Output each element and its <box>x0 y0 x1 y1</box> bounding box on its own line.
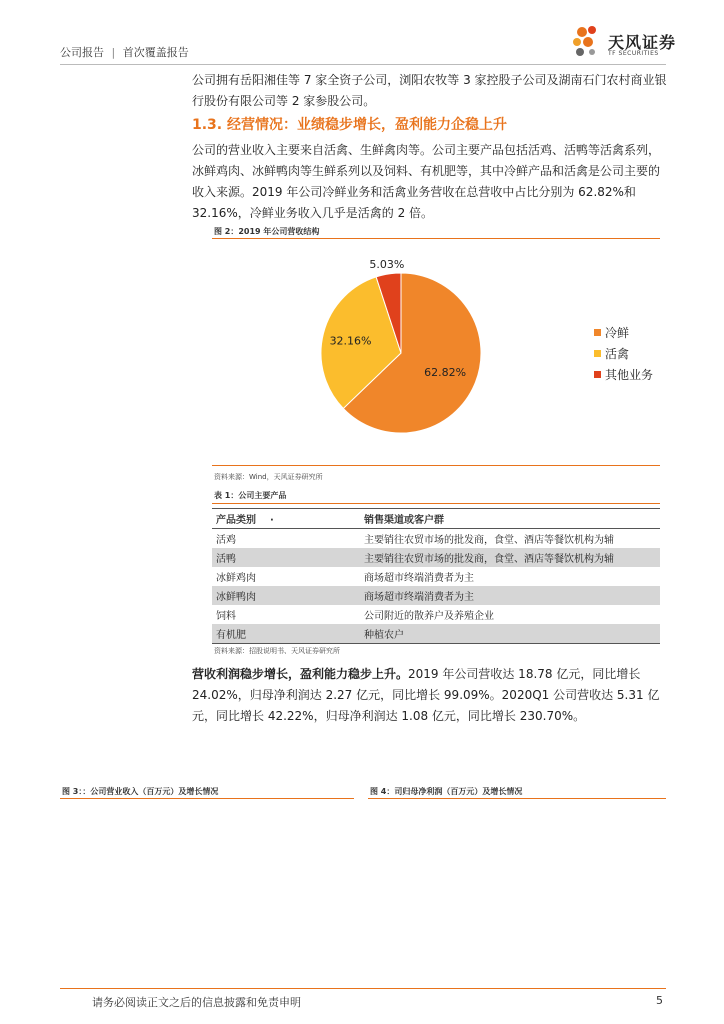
table-cell: 冰鲜鸡肉 <box>216 573 256 584</box>
table-cell: 主要销往农贸市场的批发商，食堂、酒店等餐饮机构为辅 <box>364 535 614 546</box>
body-text: 公司主要产品包括活鸡、活鸭等活禽系列，冰鲜鸡肉、冰鲜鸭肉等生鲜系列以及饲料、有机肥等，其中冷鲜产品和活禽是公司主要的收入来源。2019 年公司冷鲜业务和活禽业务营收在总营收中占比分别为 62.82%和 32.16%，冷鲜业务收入几乎是活禽的 2 倍。 <box>192 143 661 220</box>
table-cell: 公司附近的散养户及养殖企业 <box>364 611 494 622</box>
section-title: 1.3. 经营情况：业绩稳步增长，盈利能力企稳上升 <box>192 117 507 133</box>
legend-swatch-cold-fresh <box>594 329 601 336</box>
page-number: 5 <box>656 994 663 1007</box>
table1-source: 资料来源：招股说明书、天风证券研究所 <box>214 647 340 655</box>
figure3-top-rule <box>60 798 354 799</box>
footer-disclaimer[interactable]: 请务必阅读正文之后的信息披露和免责申明 <box>92 996 301 1009</box>
products-table <box>212 508 660 644</box>
table-row <box>212 548 660 567</box>
table-header-cell: 产品类别 · <box>216 515 274 526</box>
logo-text-cn: 天风证券 <box>608 33 677 52</box>
header-separator: | <box>111 46 116 59</box>
growth-lead: 营收利润稳步增长，盈利能力稳步上升。 <box>192 667 409 681</box>
table-cell: 活鸭 <box>212 548 360 567</box>
body-paragraph <box>192 140 668 224</box>
legend-item-live-poultry <box>594 345 629 362</box>
table-cell: 商场超市终端消费者为主 <box>364 573 474 584</box>
legend-label: 其他业务 <box>605 368 654 382</box>
intro-paragraph: 公司拥有岳阳湘佳等 7 家全资子公司，浏阳农牧等 3 家控股子公司及湖南石门农村商业银行股份有限公司等 2 家参股公司。 <box>192 73 667 108</box>
body-lead: 公司的营业收入主要来自活禽、生鲜禽肉等。 <box>192 143 433 157</box>
flower-logo-icon <box>568 22 608 62</box>
table-cell: 种植农户 <box>360 624 660 644</box>
table-row <box>212 567 660 586</box>
table-cell: 冰鲜鸭肉 <box>212 586 360 605</box>
figure4-label: 图 4：司归母净利润（百万元）及增长情况 <box>370 787 523 796</box>
table-cell: 有机肥 <box>212 624 360 644</box>
table-cell: 活鸡 <box>216 535 236 546</box>
table-row <box>212 586 660 605</box>
legend-label: 活禽 <box>605 347 630 361</box>
figure2-source: 资料来源：Wind，天风证券研究所 <box>214 473 323 481</box>
pie-label-live-poultry: 32.16% <box>329 334 372 348</box>
table-cell: 商场超市终端消费者为主 <box>360 586 660 605</box>
pie-label-other: 5.03% <box>369 258 405 272</box>
legend-item-cold-fresh <box>594 324 629 341</box>
legend-label: 冷鲜 <box>605 326 630 340</box>
figure2-bottom-rule <box>212 465 660 466</box>
figure4-top-rule <box>368 798 666 799</box>
growth-text: 2019 年公司营收达 18.78 亿元，同比增长 24.02%，归母净利润达 2.27 亿元，同比增长 99.09%。2020Q1 公司营收达 5.31 亿元，同比增长 42.22%，归母净利润达 1.08 亿元，同比增长 230.70%。 <box>192 667 660 723</box>
legend-swatch-other <box>594 371 601 378</box>
logo-text-en: TF SECURITIES <box>608 50 659 57</box>
legend-swatch-live-poultry <box>594 350 601 357</box>
company-logo <box>568 22 608 62</box>
pie-slices <box>321 273 481 433</box>
footer-divider <box>60 988 666 989</box>
header-divider <box>60 64 666 65</box>
pie-label-cold-fresh: 62.82% <box>424 365 467 379</box>
figure2-top-rule <box>212 238 660 239</box>
revenue-pie-chart <box>212 244 660 464</box>
table1-top-rule <box>212 503 660 504</box>
report-type-header <box>60 44 189 60</box>
table-header-row <box>212 509 660 529</box>
growth-paragraph <box>192 664 668 727</box>
table-header-cell: 销售渠道或客户群 <box>364 515 444 526</box>
table1-label: 表 1：公司主要产品 <box>214 491 287 500</box>
report-subtype: 首次覆盖报告 <box>122 46 189 59</box>
legend-item-other <box>594 366 653 383</box>
figure2-label: 图 2：2019 年公司营收结构 <box>214 227 320 236</box>
table-cell: 主要销往农贸市场的批发商，食堂、酒店等餐饮机构为辅 <box>360 548 660 567</box>
table-cell: 饲料 <box>216 611 236 622</box>
table-row <box>212 605 660 624</box>
table-row <box>212 529 660 549</box>
table-row <box>212 624 660 644</box>
figure3-label: 图 3：：公司营业收入（百万元）及增长情况 <box>62 787 219 796</box>
report-type: 公司报告 <box>60 46 104 59</box>
